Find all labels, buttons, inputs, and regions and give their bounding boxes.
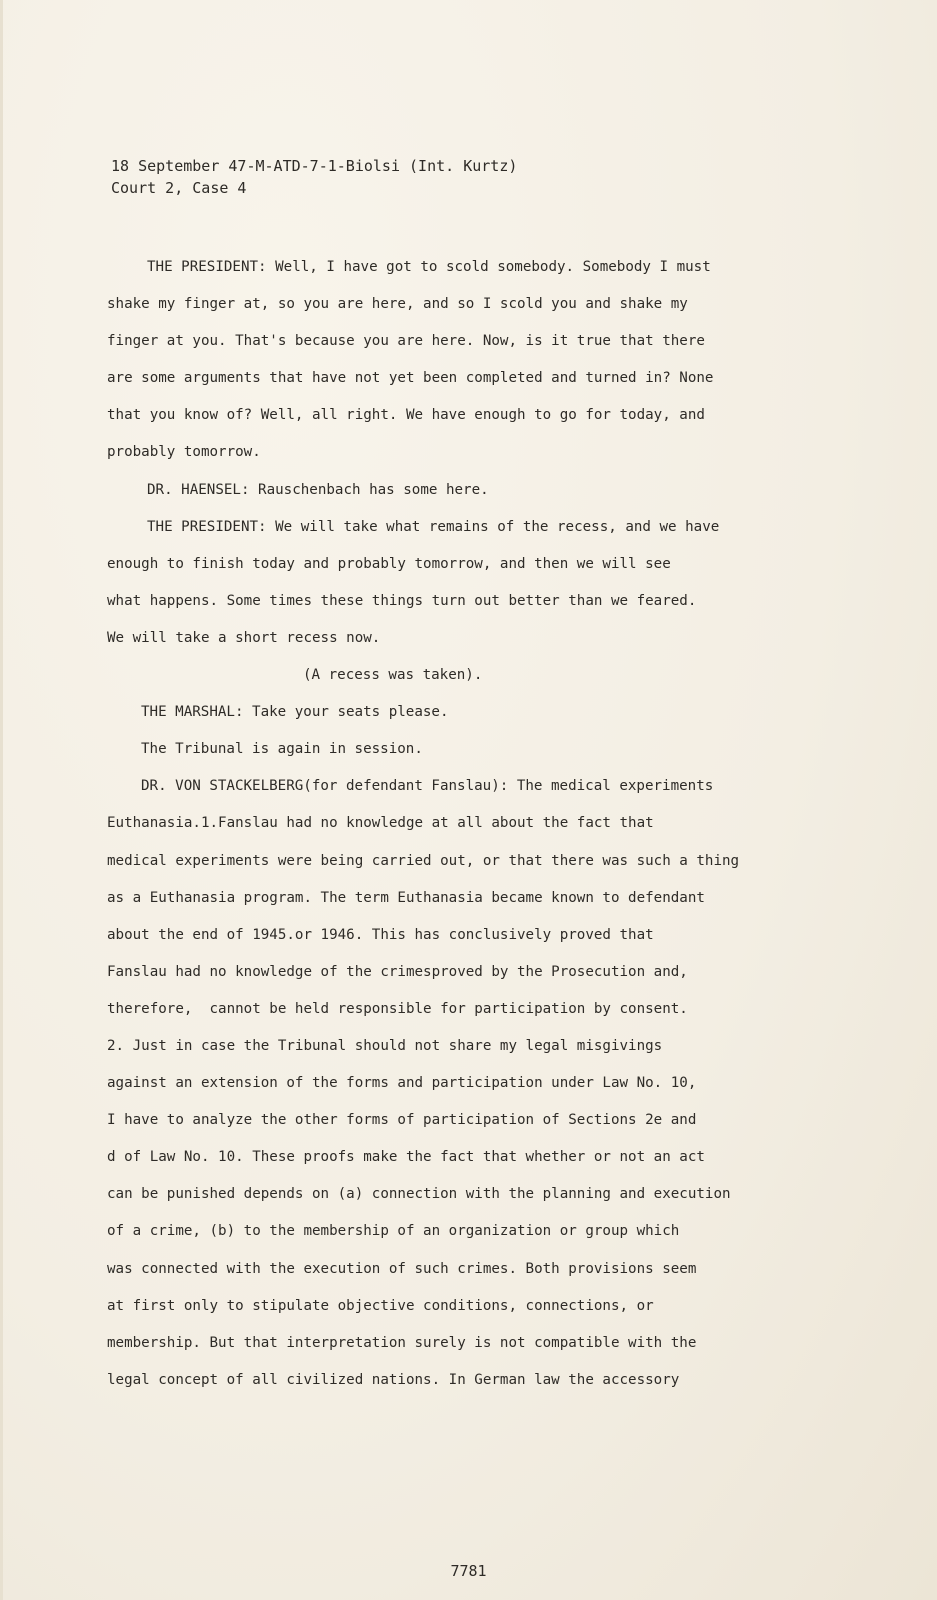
text-line: DR. HAENSEL: Rauschenbach has some here. — [147, 481, 489, 498]
text-line: THE PRESIDENT: We will take what remains of the recess, and we have — [147, 518, 720, 535]
text-line: (A recess was taken). — [303, 667, 483, 684]
text-line: THE PRESIDENT: Well, I have got to scold somebody. Somebody I must — [147, 259, 711, 275]
transcript-body — [107, 249, 847, 1399]
text-line: d of Law No. 10. These proofs make the fact that whether or not an act — [107, 1149, 705, 1166]
text-line: legal concept of all civilized nations. In German law the accessory — [107, 1371, 680, 1388]
text-line: 2. Just in case the Tribunal should not share my legal misgivings — [107, 1037, 663, 1054]
text-line: Fanslau had no knowledge of the crimesproved by the Prosecution and, — [107, 963, 688, 980]
text-line: therefore, cannot be held responsible for participation by consent. — [107, 1000, 688, 1017]
text-line: medical experiments were being carried out, or that there was such a thing — [107, 852, 740, 869]
text-line: probably tomorrow. — [107, 444, 261, 461]
text-line: THE MARSHAL: Take your seats please. — [141, 704, 449, 721]
document-header — [111, 155, 517, 199]
text-line: at first only to stipulate objective conditions, connections, or — [107, 1297, 654, 1314]
text-line: as a Euthanasia program. The term Euthanasia became known to defendant — [107, 889, 705, 906]
page-number: 7781 — [450, 1562, 487, 1580]
header-reference-line: 18 September 47-M-ATD-7-1-Biolsi (Int. Kurtz) — [111, 157, 518, 175]
text-line: can be punished depends on (a) connection with the planning and execution — [107, 1186, 731, 1203]
text-line: We will take a short recess now. — [107, 629, 381, 646]
text-line: that you know of? Well, all right. We have enough to go for today, and — [107, 407, 705, 424]
text-line: enough to finish today and probably tomorrow, and then we will see — [107, 555, 671, 572]
text-line: what happens. Some times these things turn out better than we feared. — [107, 592, 697, 609]
text-line: membership. But that interpretation surely is not compatible with the — [107, 1334, 697, 1351]
text-line: I have to analyze the other forms of participation of Sections 2e and — [107, 1112, 697, 1129]
text-line: The Tribunal is again in session. — [141, 741, 423, 758]
text-line: Euthanasia.1.Fanslau had no knowledge at all about the fact that — [107, 815, 654, 832]
text-line: are some arguments that have not yet been completed and turned in? None — [107, 370, 714, 387]
text-line: DR. VON STACKELBERG(for defendant Fanslau): The medical experiments — [141, 778, 714, 795]
header-court-line: Court 2, Case 4 — [111, 179, 247, 197]
text-line: of a crime, (b) to the membership of an organization or group which — [107, 1223, 680, 1240]
text-line: was connected with the execution of such crimes. Both provisions seem — [107, 1260, 697, 1277]
text-line: against an extension of the forms and participation under Law No. 10, — [107, 1075, 697, 1092]
text-line: finger at you. That's because you are here. Now, is it true that there — [107, 333, 705, 350]
text-line: shake my finger at, so you are here, and so I scold you and shake my — [107, 296, 688, 313]
text-line: about the end of 1945.or 1946. This has conclusively proved that — [107, 926, 654, 943]
